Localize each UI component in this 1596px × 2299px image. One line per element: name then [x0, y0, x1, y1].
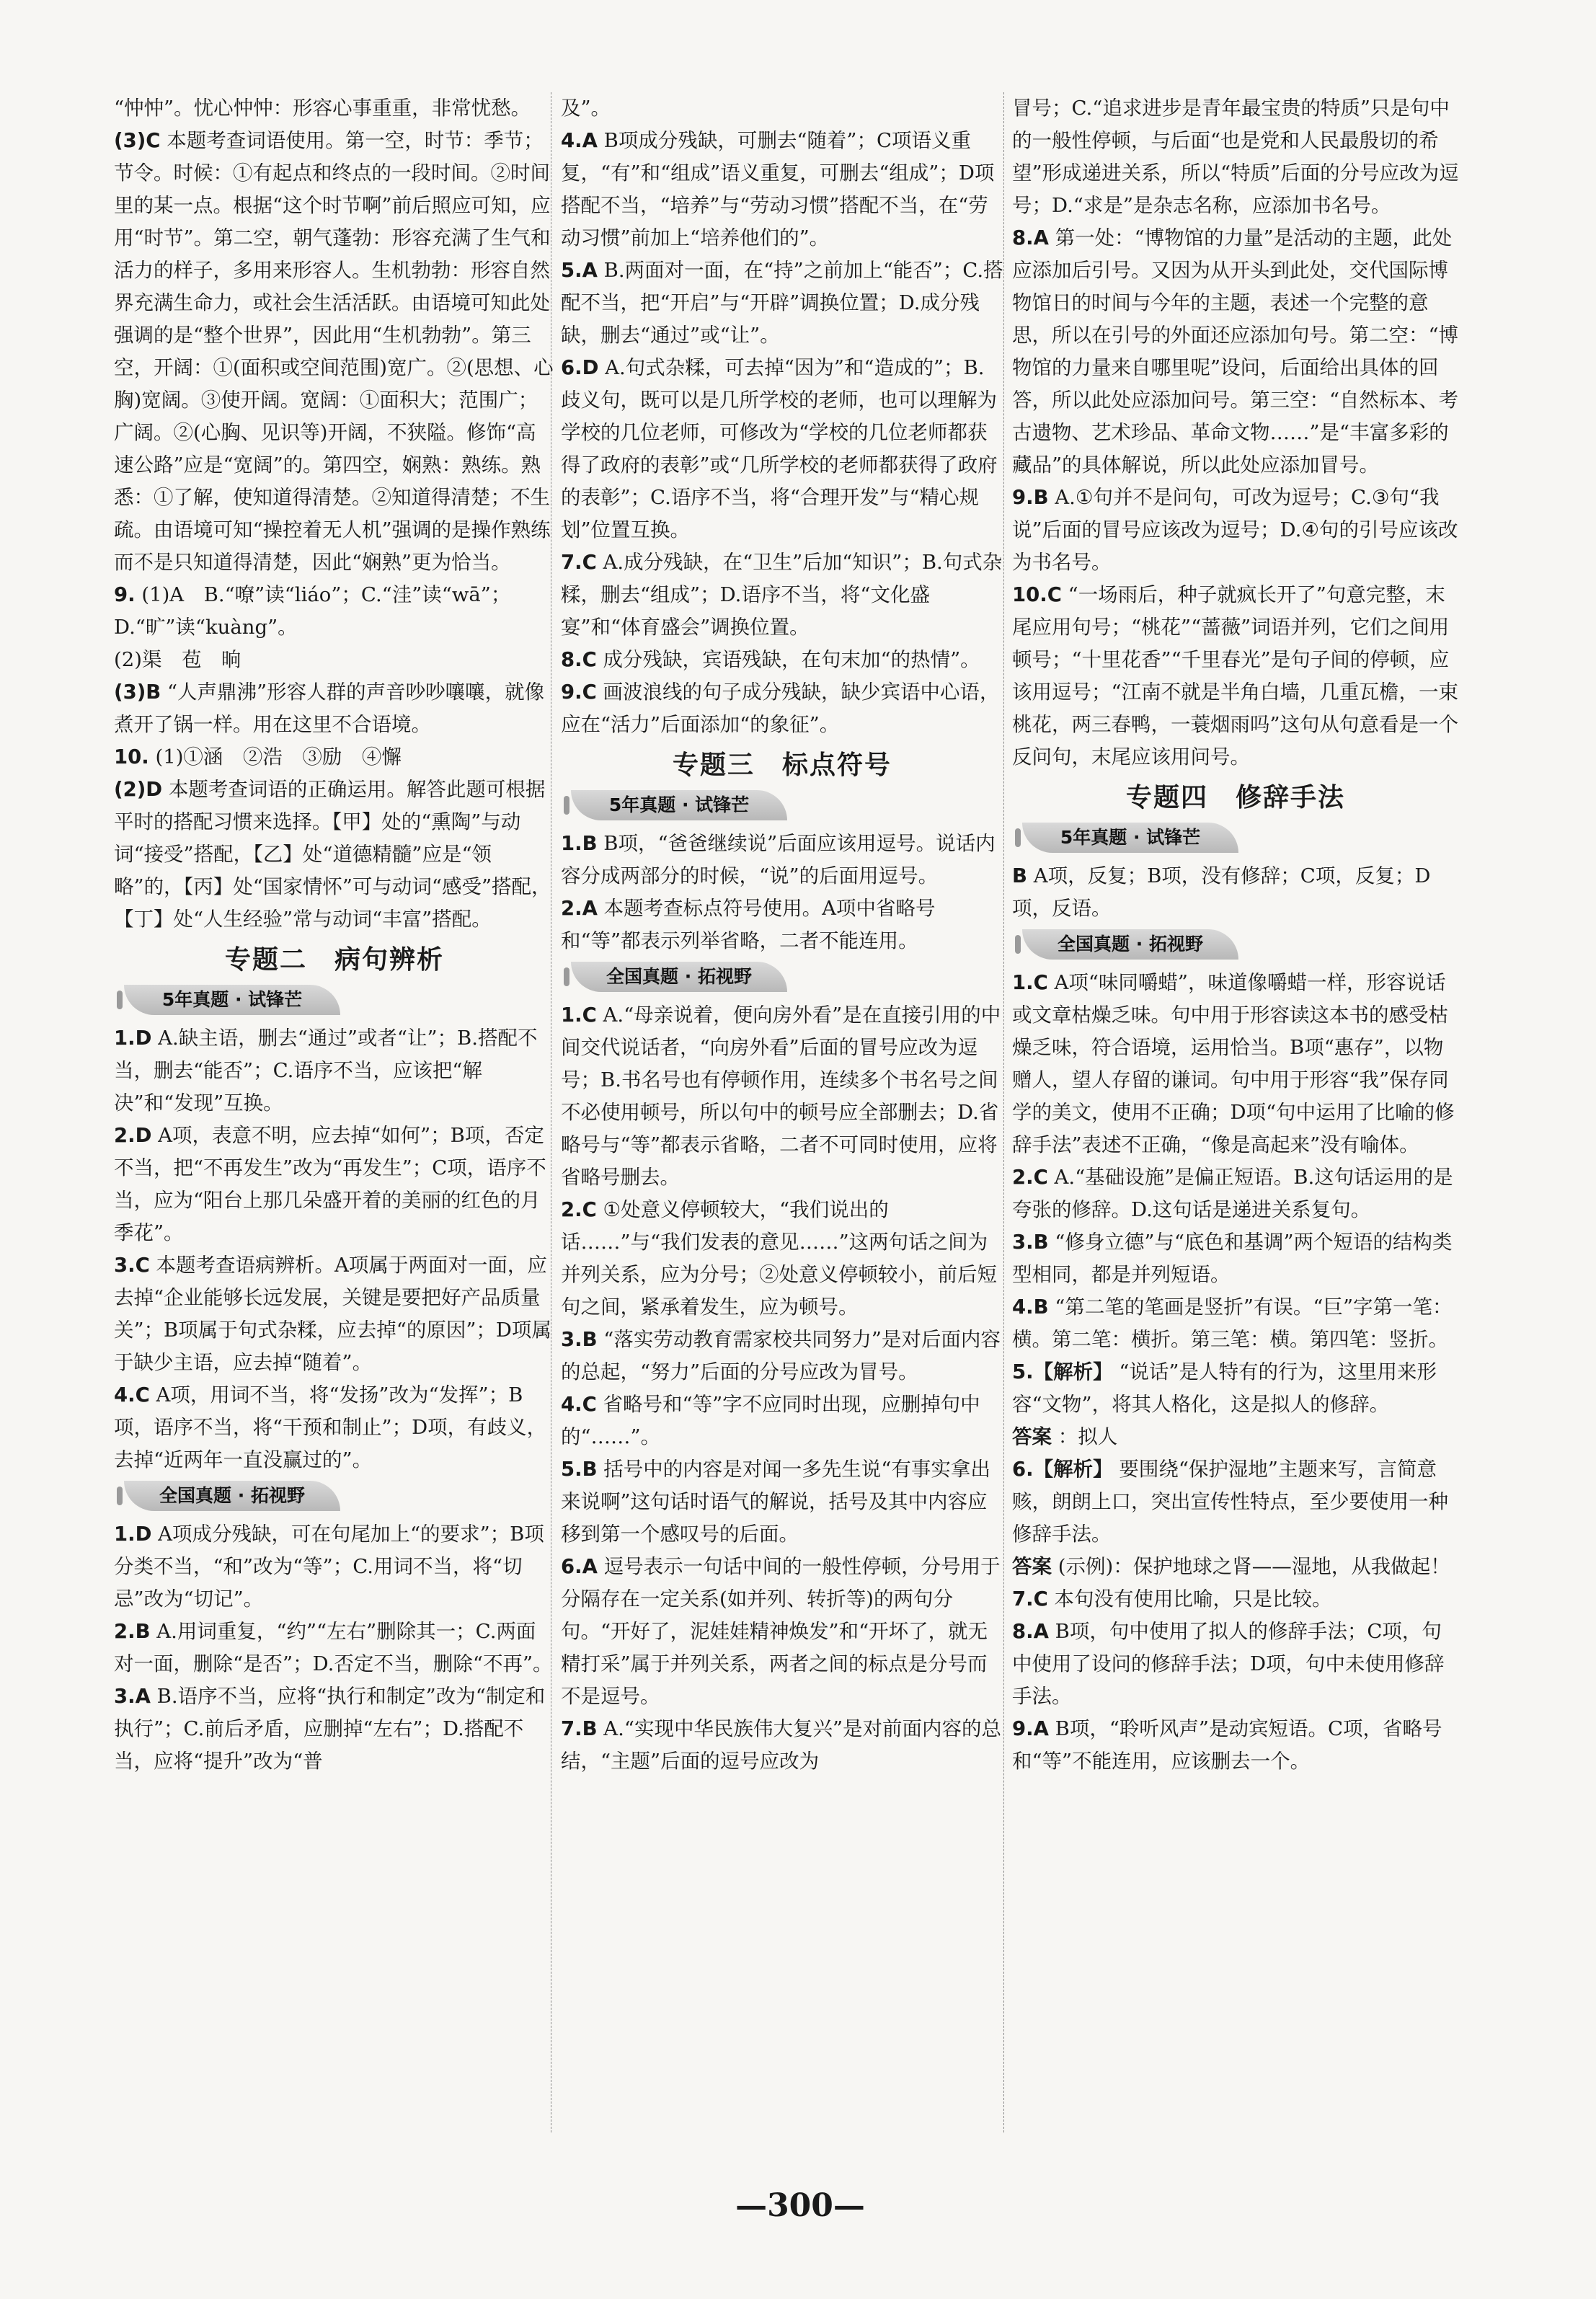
section-title: 专题三 标点符号 [672, 750, 892, 780]
answer-text: A.“基础设施”是偏正短语。B.这句话运用的是夸张的修辞。D.这句话是递进关系复句。 [1012, 1166, 1453, 1221]
answer-entry [1012, 482, 1459, 579]
answer-number: 6.A [561, 1555, 598, 1578]
answer-entry [561, 546, 1003, 644]
section-banner: 5年真题 · 试锋芒 [571, 790, 787, 820]
answer-entry [114, 1680, 555, 1778]
answer-number: 3.B [561, 1328, 598, 1351]
answer-text: 逗号表示一句话中间的一般性停顿，分号用于分隔存在一定关系(如并列、转折等)的两句分句。“开好了，泥娃娃精神焕发”和“开坏了，就无精打采”属于并列关系，两者之间的标点是分号而不是逗号。 [561, 1555, 1001, 1708]
answer-number: 1.C [1012, 971, 1048, 994]
column-right [1012, 92, 1459, 2132]
page-number: —300— [735, 2187, 865, 2224]
answer-number: 5.B [561, 1458, 598, 1481]
answer-text: “说话”是人特有的行为，这里用来形容“文物”，将其人格化，这是拟人的修辞。 [1012, 1360, 1437, 1416]
answer-text: A项，用词不当，将“发扬”改为“发挥”；B项，语序不当，将“干预和制止”；D项，有歧义，去掉“近两年一直没赢过的”。 [114, 1383, 547, 1471]
answer-number: 1.D [114, 1523, 152, 1546]
answer-number: (3)C [114, 129, 161, 152]
answer-number: 7.C [1012, 1587, 1048, 1611]
answer-text: 省略号和“等”字不应同时出现，应删掉句中的“……”。 [561, 1393, 980, 1448]
section-banner: 5年真题 · 试锋芒 [124, 985, 340, 1015]
answer-entry [1012, 1583, 1459, 1616]
answer-entry [114, 125, 555, 579]
answer-entry [1012, 1291, 1459, 1356]
answer-entry [114, 1249, 555, 1379]
answer-text: 本题考查词语的正确运用。解答此题可根据平时的搭配习惯来选择。【甲】处的“熏陶”与动词“接受”搭配，【乙】处“道德精髓”应是“领略”的，【丙】处“国家情怀”可与动词“感受”搭配，【丁】处“人生经验”常与动词“丰富”搭配。 [114, 778, 551, 931]
answer-number: 5.【解析】 [1012, 1360, 1113, 1383]
answer-number: 3.C [114, 1254, 150, 1277]
section-title: 专题二 病句辨析 [224, 944, 444, 975]
answer-number: 9. [114, 583, 136, 606]
answer-text: B.语序不当，应将“执行和制定”改为“制定和执行”；C.前后矛盾，应删掉“左右”；D.搭配不当，应将“提升”改为“普 [114, 1685, 546, 1773]
answer-entry [1012, 92, 1459, 222]
answer-entry [1012, 1616, 1459, 1713]
answer-entry [561, 352, 1003, 546]
answer-text: 本句没有使用比喻，只是比较。 [1054, 1587, 1332, 1611]
answer-entry [561, 1194, 1003, 1324]
section-banner: 5年真题 · 试锋芒 [1022, 823, 1238, 853]
answer-entry [114, 774, 555, 936]
answer-entry [114, 644, 555, 676]
answer-entry [1012, 1226, 1459, 1291]
section-banner: 全国真题 · 拓视野 [124, 1481, 340, 1511]
answer-number: 答案 [1012, 1555, 1052, 1578]
answer-entry [114, 676, 555, 741]
answer-entry [561, 644, 1003, 676]
answer-text: ①处意义停顿较大，“我们说出的话……”与“我们发表的意见……”这两句话之间为并列关系，应为分号；②处意义停顿较小，前后短句之间，紧承着发生，应为顿号。 [561, 1198, 997, 1319]
answer-entry [114, 1616, 555, 1680]
answer-entry [561, 828, 1003, 892]
answer-number: 5.A [561, 259, 598, 282]
answer-number: 8.A [1012, 1620, 1049, 1643]
section-title: 专题四 修辞手法 [1125, 782, 1345, 812]
answer-entry [561, 1713, 1003, 1778]
answer-text: 成分残缺，宾语残缺，在句末加“的热情”。 [603, 648, 980, 671]
answer-entry [561, 1324, 1003, 1388]
answer-number: 1.D [114, 1027, 152, 1050]
column-middle [561, 92, 1003, 2132]
answer-entry [114, 741, 555, 774]
answer-entry [114, 579, 555, 644]
answer-number: 4.B [1012, 1295, 1049, 1319]
answer-text: 要围绕“保护湿地”主题来写，言简意赅，朗朗上口，突出宣传性特点，至少要使用一种修辞手法。 [1012, 1458, 1448, 1546]
answer-text: B项，“聆听风声”是动宾短语。C项，省略号和“等”不能连用，应该删去一个。 [1012, 1717, 1442, 1773]
answer-entry [1012, 1713, 1459, 1778]
answer-number: 4.A [561, 129, 598, 152]
answer-text: A项“味同嚼蜡”，味道像嚼蜡一样，形容说话或文章枯燥乏味。句中用于形容读这本书的感受枯燥乏味，符合语境，运用恰当。B项“惠存”，以物赠人，望人存留的谦词。句中用于形容“我”保存同学的美文，使用不正确；D项“句中运用了比喻的修辞手法”表述不正确，“像是高起来”没有喻体。 [1012, 971, 1455, 1156]
answer-entry [114, 1518, 555, 1616]
answer-text: 本题考查语病辨析。A项属于两面对一面，应去掉“企业能够长远发展，关键是要把好产品质量关”；B项属于句式杂糅，应去掉“的原因”；D项属于缺少主语，应去掉“随着”。 [114, 1254, 551, 1374]
answer-entry [561, 1551, 1003, 1713]
answer-entry [1012, 860, 1459, 925]
answer-text: 画波浪线的句子成分残缺，缺少宾语中心语，应在“活力”后面添加“的象征”。 [561, 681, 1000, 736]
answer-text: “忡忡”。忧心忡忡：形容心事重重，非常忧愁。 [114, 97, 531, 120]
answer-entry [1012, 1551, 1459, 1583]
answer-text: (示例)：保护地球之肾——湿地，从我做起！ [1058, 1555, 1450, 1578]
answer-number: 答案 [1012, 1425, 1052, 1448]
answer-number: 6.【解析】 [1012, 1458, 1113, 1481]
answer-text: A.①句并不是问句，可改为逗号；C.③句“我说”后面的冒号应该改为逗号；D.④句的引号应该改为书名号。 [1012, 486, 1458, 574]
answer-text: 本题考查标点符号使用。A项中省略号和“等”都表示列举省略，二者不能连用。 [561, 897, 936, 952]
answer-number: 2.C [1012, 1166, 1048, 1189]
answer-text: “第二笔的笔画是竖折”有误。“巨”字第一笔：横。第二笔：横折。第三笔：横。第四笔：竖折。 [1012, 1295, 1453, 1351]
answer-entry [561, 1453, 1003, 1551]
answer-text: (1)A B.“嘹”读“liáo”；C.“洼”读“wā”；D.“旷”读“kuàng”。 [114, 583, 511, 639]
answer-entry [1012, 1453, 1459, 1551]
answer-number: 2.B [114, 1620, 151, 1643]
answer-number: 9.B [1012, 486, 1049, 509]
answer-text: (2)渠 苞 晌 [114, 648, 241, 671]
answer-text: 本题考查词语使用。第一空，时节：季节；节令。时候：①有起点和终点的一段时间。②时间里的某一点。根据“这个时节啊”前后照应可知，应用“时节”。第二空，朝气蓬勃：形容充满了生气和活力的样子，多用来形容人。生机勃勃：形容自然界充满生命力，或社会生活活跃。由语境可知此处强调的是“整个世界”，因此用“生机勃勃”。第三空，开阔：①(面积或空间范围)宽广。②(思想、心胸)宽阔。③使开阔。宽阔：①面积大；范围广；广阔。②(心胸、见识等)开阔，不狭隘。修饰“高速公路”应是“宽阔”的。第四空，娴熟：熟练。熟悉：①了解，使知道得清楚。②知道得清楚；不生疏。由语境可知“操控着无人机”强调的是操作熟练而不是只知道得清楚，因此“娴熟”更为恰当。 [114, 129, 554, 574]
answer-text: A.句式杂糅，可去掉“因为”和“造成的”；B.歧义句，既可以是几所学校的老师，也可以理解为学校的几位老师，可修改为“学校的几位老师都获得了政府的表彰”或“几所学校的老师都获得了政府的表彰”；C.语序不当，将“合理开发”与“精心规划”位置互换。 [561, 356, 998, 541]
answer-entry [114, 1379, 555, 1476]
answer-number: 4.C [561, 1393, 597, 1416]
answer-entry [561, 254, 1003, 352]
answer-text: A项，反复；B项，没有修辞；C项，反复；D项，反语。 [1012, 864, 1431, 920]
answer-number: 2.C [561, 1198, 597, 1221]
answer-text: A.用词重复，“约”“左右”删除其一；C.两面对一面，删除“是否”；D.否定不当，删除“不再”。 [114, 1620, 553, 1675]
answer-text: A.成分残缺，在“卫生”后加“知识”；B.句式杂糅，删去“组成”；D.语序不当，将“文化盛宴”和“体育盛会”调换位置。 [561, 551, 1003, 639]
answer-number: 10. [114, 745, 149, 768]
answer-number: 8.C [561, 648, 597, 671]
answer-number: 10.C [1012, 583, 1062, 606]
answer-entry [561, 999, 1003, 1194]
answer-number: (2)D [114, 778, 163, 801]
answer-entry [1012, 1161, 1459, 1226]
answer-number: 7.C [561, 551, 597, 574]
answer-text: B.两面对一面，在“持”之前加上“能否”；C.搭配不当，把“开启”与“开辟”调换位置；D.成分残缺，删去“通过”或“让”。 [561, 259, 1003, 347]
section-banner: 全国真题 · 拓视野 [571, 962, 787, 992]
answer-text: A项成分残缺，可在句尾加上“的要求”；B项分类不当，“和”改为“等”；C.用词不当，将“切忌”改为“切记”。 [114, 1523, 544, 1611]
answer-text: B项，句中使用了拟人的修辞手法；C项，句中使用了设问的修辞手法；D项，句中未使用修辞手法。 [1012, 1620, 1445, 1708]
answer-entry [1012, 967, 1459, 1161]
answer-number: 6.D [561, 356, 599, 379]
answer-text: A项，表意不明，应去掉“如何”；B项，否定不当，把“不再发生”改为“再发生”；C项，语序不当，应为“阳台上那几朵盛开着的美丽的红色的月季花”。 [114, 1124, 546, 1244]
answer-text: (1)①涵 ②浩 ③励 ④懈 [155, 745, 402, 768]
answer-text: “落实劳动教育需家校共同努力”是对后面内容的总起，“努力”后面的分号应改为冒号。 [561, 1328, 1001, 1383]
answer-number: 2.D [114, 1124, 152, 1147]
answer-text: 冒号；C.“追求进步是青年最宝贵的特质”只是句中的一般性停顿，与后面“也是党和人民最殷切的希望”形成递进关系，所以“特质”后面的分号应改为逗号；D.“求是”是杂志名称，应添加书名号。 [1012, 97, 1459, 217]
answer-text: A.缺主语，删去“通过”或者“让”；B.搭配不当，删去“能否”；C.语序不当，应该把“解决”和“发现”互换。 [114, 1027, 538, 1115]
column-divider [1003, 92, 1004, 2132]
answer-text: ：拟人 [1058, 1425, 1118, 1448]
answer-text: “人声鼎沸”形容人群的声音吵吵嚷嚷，就像煮开了锅一样。用在这里不合语境。 [114, 681, 545, 736]
answer-text: B项成分残缺，可删去“随着”；C项语义重复，“有”和“组成”语义重复，可删去“组成”；D项搭配不当，“培养”与“劳动习惯”搭配不当，在“劳动习惯”前加上“培养他们的”。 [561, 129, 995, 249]
answer-number: (3)B [114, 681, 161, 704]
answer-entry [1012, 1356, 1459, 1421]
answer-number: 9.A [1012, 1717, 1049, 1740]
answer-entry [114, 92, 555, 125]
answer-text: 括号中的内容是对闻一多先生说“有事实拿出来说啊”这句话时语气的解说，括号及其中内容应移到第一个感叹号的后面。 [561, 1458, 990, 1546]
answer-number: 9.C [561, 681, 597, 704]
section-banner: 全国真题 · 拓视野 [1022, 929, 1238, 960]
answer-number: 8.A [1012, 226, 1049, 249]
answer-number: 1.C [561, 1004, 597, 1027]
answer-text: B项，“爸爸继续说”后面应该用逗号。说话内容分成两部分的时候，“说”的后面用逗号。 [561, 832, 996, 887]
answer-text: “一场雨后，种子就疯长开了”句意完整，末尾应用句号；“桃花”“蔷薇”词语并列，它们之间用顿号；“十里花香”“千里春光”是句子间的停顿，应该用逗号；“江南不就是半角白墙，几重瓦檐，一束桃花，两三春鸭，一蓑烟雨吗”这句从句意看是一个反问句，末尾应该用问号。 [1012, 583, 1459, 768]
answer-number: 7.B [561, 1717, 598, 1740]
answer-number: 3.A [114, 1685, 151, 1708]
answer-text: A.“实现中华民族伟大复兴”是对前面内容的总结，“主题”后面的逗号应改为 [561, 1717, 1002, 1773]
answer-text: 第一处：“博物馆的力量”是活动的主题，此处应添加后引号。又因为从开头到此处，交代国际博物馆日的时间与今年的主题，表述一个完整的意思，所以在引号的外面还应添加句号。第二空：“博物馆的力量来自哪里呢”设问，后面给出具体的回答，所以此处应添加问号。第三空：“自然标本、考古遗物、艺术珍品、革命文物……”是“丰富多彩的藏品”的具体解说，所以此处应添加冒号。 [1012, 226, 1459, 477]
answer-entry [114, 1022, 555, 1120]
answer-entry [1012, 579, 1459, 774]
answer-entry [561, 892, 1003, 957]
answer-text: A.“母亲说着，便向房外看”是在直接引用的中间交代说话者，“向房外看”后面的冒号应改为逗号；B.书名号也有停顿作用，连续多个书名号之间不必使用顿号，所以句中的顿号应全部删去；D.省略号与“等”都表示省略，二者不可同时使用，应将省略号删去。 [561, 1004, 1001, 1189]
answer-text: 及”。 [561, 97, 611, 120]
answer-entry [1012, 222, 1459, 482]
answer-entry [561, 125, 1003, 254]
answer-entry [561, 676, 1003, 741]
answer-number: B [1012, 864, 1027, 887]
answer-number: 3.B [1012, 1231, 1049, 1254]
answer-entry [1012, 1421, 1459, 1453]
answer-entry [114, 1120, 555, 1249]
answer-number: 4.C [114, 1383, 150, 1407]
answer-entry [561, 92, 1003, 125]
answer-number: 2.A [561, 897, 598, 920]
column-left [114, 92, 555, 2132]
answer-entry [561, 1388, 1003, 1453]
answer-number: 1.B [561, 832, 598, 855]
answer-text: “修身立德”与“底色和基调”两个短语的结构类型相同，都是并列短语。 [1012, 1231, 1453, 1286]
